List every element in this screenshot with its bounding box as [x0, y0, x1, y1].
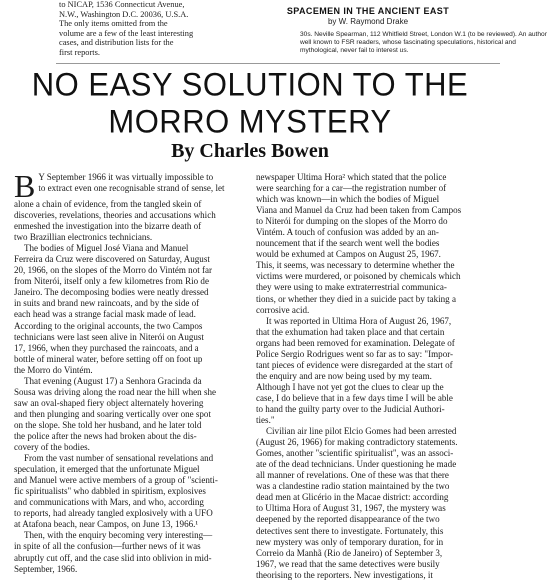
text-line: would be exhumed at Campos on August 25, 1967. [256, 249, 441, 260]
text-line: to reports, had already tangled explosively with a UFO [14, 508, 213, 519]
text-line: technicians were last seen alive in Niterói on August [14, 331, 204, 342]
text-line: fic spiritualists" who dabbled in spiritism, explosives [14, 486, 206, 497]
text-line: organs had been removed for examination. Delegate of [256, 337, 455, 348]
text-line: case, I do believe that in a few days time I will be able [256, 392, 453, 403]
text-line: saw an oval-shaped fiery object alternately hovering [14, 397, 204, 408]
text-line: It was reported in Ultima Hora of August 26, 1967, [266, 315, 452, 326]
text-line: detectives sent there to investigate. Fortunately, this [256, 525, 444, 536]
text-line: were searching for a car—the registration number of [256, 183, 447, 194]
text-line: the police after the news had broken about the dis- [14, 430, 197, 441]
article-byline: By Charles Bowen [171, 140, 329, 162]
text-line: ties." [256, 415, 275, 426]
paragraph [256, 316, 496, 426]
text-line: theorising to the reporters. New investigations, it [256, 569, 433, 580]
paragraph [256, 172, 496, 316]
article-column-right [256, 172, 496, 581]
cut-off-text-line [236, 0, 416, 2]
text-line: volume are a few of the least interesting [59, 28, 194, 38]
paragraph [256, 426, 496, 581]
text-line: in suits and brand new raincoats, and by the side of [14, 298, 200, 309]
headline-line: MORRO MYSTERY [108, 103, 392, 140]
text-line: which was known—in which the bodies of Miguel [256, 194, 440, 205]
article-column-left [14, 168, 247, 575]
text-line: 20, 1966, on the slopes of the Morro do Vintém not far [14, 265, 213, 276]
paragraph [14, 243, 247, 376]
text-line: N.W., Washington D.C. 20036, U.S.A. [59, 9, 189, 19]
text-line: 17, 1966, when they purchased the raincoats, and a [14, 342, 199, 353]
text-line: September, 1966. [14, 563, 78, 574]
book-review-notice [236, 0, 547, 56]
text-line: two Brazillian electronics technicians. [14, 232, 153, 243]
paragraph [14, 376, 247, 453]
text-line: and communications with Mars, and who, according [14, 497, 204, 508]
text-line: corrosive acid. [256, 304, 310, 315]
text-line: That evening (August 17) a Senhora Gracinda da [24, 375, 202, 386]
text-line: Vintém. A touch of confusion was added by an an- [256, 227, 439, 238]
text-line: mythological, never fail to interest us. [300, 47, 409, 55]
text-line: tant pieces of evidence were disregarded at the start of [256, 359, 453, 370]
text-line: in spite of all the confusion—further news of it was [14, 541, 201, 552]
review-author: by W. Raymond Drake [327, 17, 409, 26]
text-line: Civilian air line pilot Elcio Gomes had been arrested [266, 426, 457, 437]
text-line: to Niterói for dumping on the slopes of the Morro do [256, 216, 448, 227]
text-line: dead men at Glicério in the Macae district: according [256, 492, 449, 503]
text-line: and then plunging and soaring vertically over one spot [14, 408, 211, 419]
text-line: Police Sergio Rodrigues went so far as to say: "Impor- [256, 348, 454, 359]
text-line: Sousa was driving along the road near the hill when she [14, 386, 216, 397]
text-line: The bodies of Miguel José Viana and Manuel [24, 243, 189, 254]
text-line: ate of the dead technicians. Under questioning he made [256, 459, 457, 470]
text-line: deepened by the reported disappearance of the two [256, 514, 440, 525]
text-line: each head was a strange facial mask made of lead. [14, 309, 196, 320]
text-line: to hand the guilty party over to the Judicial Authori- [256, 403, 445, 414]
text-line: Viana and Manuel da Cruz had been taken from Campos [256, 205, 462, 216]
text-line: This, it seems, was necessary to determine whether the [256, 260, 455, 271]
text-line: Gomes, another "scientific spiritualist", was an associ- [256, 448, 454, 459]
text-line: to Ultima Hora of August 31, 1967, the mystery was [256, 503, 446, 514]
text-line: victims were murdered, or poisoned by chemicals which [256, 271, 461, 282]
article-headline [0, 66, 500, 140]
text-line: Correio da Manhã (Rio de Janeiro) of September 3, [256, 547, 443, 558]
review-heading: SPACEMEN IN THE ANCIENT EAST [286, 6, 450, 16]
text-line: enmeshed the investigation into the bizarre death of [14, 221, 202, 232]
headline-line: NO EASY SOLUTION TO THE [31, 66, 469, 103]
section-divider [56, 63, 500, 64]
text-line: all manner of revelations. One of these was that there [256, 470, 449, 481]
text-line: well known to FSR readers, whose fascinating speculations, historical and [300, 39, 516, 47]
text-line: covery of the bodies. [14, 442, 90, 453]
text-line: Then, with the enquiry becoming very interesting— [24, 530, 213, 541]
text-line: to extract even one recognisable strand of sense, let [38, 183, 225, 194]
text-line: Although I have not yet got the clues to clear up the [256, 381, 444, 392]
text-line: Ferreira da Cruz were discovered on Saturday, August [14, 254, 210, 265]
text-line: and Manuel were active members of a group of "scienti- [14, 475, 218, 486]
text-line: tions, or whether they died in a suicide pact by taking a [256, 293, 456, 304]
text-line: nouncement that if the search went well the bodies [256, 238, 440, 249]
text-line: speculation, it emerged that the unfortunate Miguel [14, 464, 200, 475]
paragraph [14, 530, 247, 574]
text-line: cases, and distribution lists for the [59, 38, 174, 48]
text-line: at Atafona beach, near Campos, on June 13, 1966.¹ [14, 519, 199, 530]
text-line: the Morro do Vintém. [14, 364, 93, 375]
text-line: they were using to make extraterrestrial communica- [256, 282, 447, 293]
text-line: 1967, we read that the same detectives were busily [256, 558, 440, 569]
text-line: Y September 1966 it was virtually impossible to [38, 172, 214, 182]
text-line: from Niterói, itself only a few kilometres from Rio de [14, 276, 209, 287]
text-line: the enquiry and are now being used by my team. [256, 370, 432, 381]
text-line: new mystery was only of temporary duration, for in [256, 536, 444, 547]
text-line: bottle of mineral water, before setting off on foot up [14, 353, 203, 364]
text-line: The only items omitted from the [59, 19, 168, 29]
text-line: first reports. [59, 47, 100, 57]
text-line: on the slope. She told her husband, and he later told [14, 419, 202, 430]
drop-cap: B [14, 168, 36, 204]
text-line: According to the original accounts, the two Campos [14, 320, 203, 331]
text-line: Janeiro. The decomposing bodies were neatly dressed [14, 287, 209, 298]
previous-article-tail [59, 0, 229, 58]
text-line: alone a chain of evidence, from the tangled skein of [14, 199, 202, 209]
text-line: discoveries, revelations, theories and accusations which [14, 210, 216, 221]
text-line: From the vast number of sensational revelations and [24, 453, 214, 464]
paragraph [14, 453, 247, 530]
text-line: was a clandestine radio station maintained by the two [256, 481, 450, 492]
text-line: abruptly cut off, and the case slid into oblivion in mid- [14, 552, 212, 563]
text-line: that the exhumation had taken place and that certain [256, 326, 445, 337]
paragraph [14, 168, 247, 243]
text-line: to NICAP, 1536 Connecticut Avenue, [59, 0, 185, 9]
review-body [236, 31, 547, 56]
text-line: 30s. Neville Spearman, 112 Whitfield Street, London W.1 (to be reviewed). An author [300, 31, 547, 38]
text-line: (August 26, 1966) for making contradictory statements. [256, 437, 458, 448]
text-line: newspaper Ultima Hora² which stated that the police [256, 172, 447, 182]
